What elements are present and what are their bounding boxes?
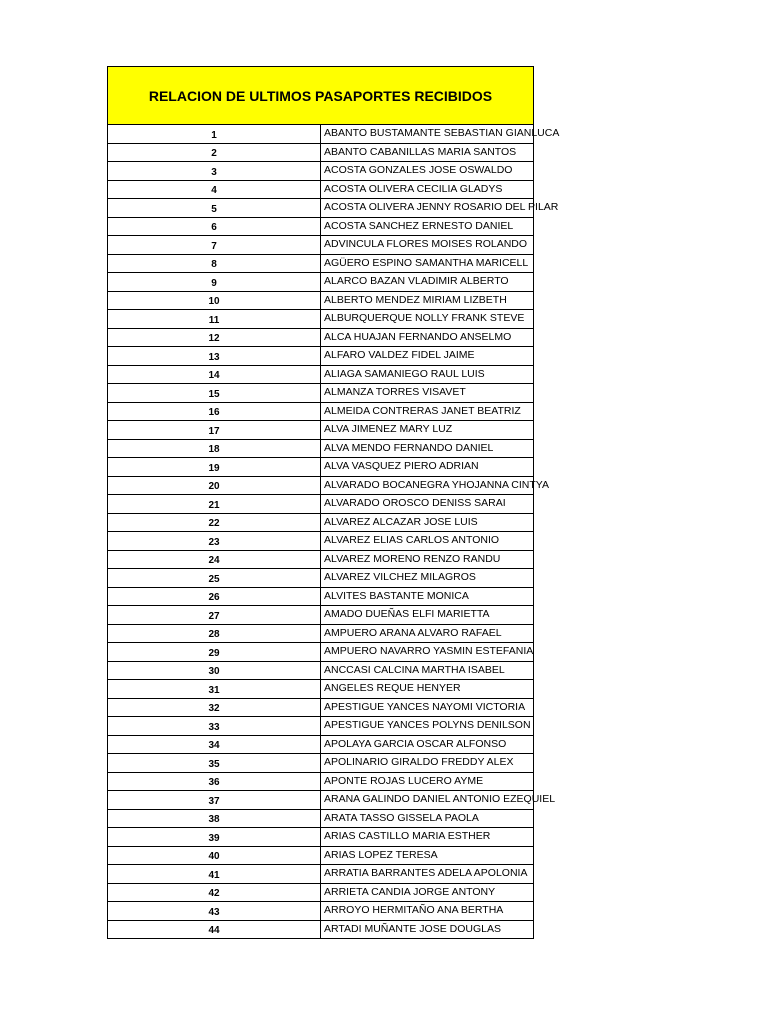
- table-row: [108, 495, 534, 514]
- table-row: [108, 569, 534, 588]
- page-title: RELACION DE ULTIMOS PASAPORTES RECIBIDOS: [108, 67, 534, 125]
- row-number: 15: [108, 384, 321, 403]
- table-row: [108, 735, 534, 754]
- table-row: [108, 772, 534, 791]
- passport-holder-name: ALVAREZ ELIAS CARLOS ANTONIO: [321, 532, 534, 551]
- table-row: [108, 698, 534, 717]
- table-row: [108, 328, 534, 347]
- passport-holder-name: ACOSTA SANCHEZ ERNESTO DANIEL: [321, 217, 534, 236]
- row-number: 42: [108, 883, 321, 902]
- passport-holder-name: ARATA TASSO GISSELA PAOLA: [321, 809, 534, 828]
- table-row: [108, 532, 534, 551]
- passport-holder-name: ANCCASI CALCINA MARTHA ISABEL: [321, 661, 534, 680]
- passport-holder-name: AMADO DUEÑAS ELFI MARIETTA: [321, 606, 534, 625]
- passport-holder-name: ARIAS CASTILLO MARIA ESTHER: [321, 828, 534, 847]
- row-number: 16: [108, 402, 321, 421]
- row-number: 11: [108, 310, 321, 329]
- passport-holder-name: ALVAREZ ALCAZAR JOSE LUIS: [321, 513, 534, 532]
- passport-holder-name: ARRIETA CANDIA JORGE ANTONY: [321, 883, 534, 902]
- passport-holder-name: ALIAGA SAMANIEGO RAUL LUIS: [321, 365, 534, 384]
- table-row: [108, 643, 534, 662]
- table-row: [108, 809, 534, 828]
- passport-holder-name: ANGELES REQUE HENYER: [321, 680, 534, 699]
- table-row: [108, 661, 534, 680]
- table-row: [108, 125, 534, 144]
- table-row: [108, 458, 534, 477]
- table-row: [108, 143, 534, 162]
- table-row: [108, 439, 534, 458]
- passport-holder-name: ALVARADO OROSCO DENISS SARAI: [321, 495, 534, 514]
- passport-holder-name: AGÜERO ESPINO SAMANTHA MARICELL: [321, 254, 534, 273]
- passport-holder-name: ABANTO BUSTAMANTE SEBASTIAN GIANLUCA: [321, 125, 534, 144]
- passport-holder-name: ALMANZA TORRES VISAVET: [321, 384, 534, 403]
- passport-holder-name: AMPUERO NAVARRO YASMIN ESTEFANIA: [321, 643, 534, 662]
- row-number: 40: [108, 846, 321, 865]
- passport-holder-name: APESTIGUE YANCES POLYNS DENILSON: [321, 717, 534, 736]
- passport-holder-name: ALFARO VALDEZ FIDEL JAIME: [321, 347, 534, 366]
- table-row: [108, 273, 534, 292]
- row-number: 20: [108, 476, 321, 495]
- table-row: [108, 717, 534, 736]
- row-number: 43: [108, 902, 321, 921]
- row-number: 32: [108, 698, 321, 717]
- table-row: [108, 550, 534, 569]
- passport-holder-name: ALVITES BASTANTE MONICA: [321, 587, 534, 606]
- row-number: 1: [108, 125, 321, 144]
- passport-holder-name: ALARCO BAZAN VLADIMIR ALBERTO: [321, 273, 534, 292]
- table-row: [108, 347, 534, 366]
- passport-holder-name: ALCA HUAJAN FERNANDO ANSELMO: [321, 328, 534, 347]
- table-row: [108, 920, 534, 939]
- passport-holder-name: ARROYO HERMITAÑO ANA BERTHA: [321, 902, 534, 921]
- row-number: 39: [108, 828, 321, 847]
- row-number: 36: [108, 772, 321, 791]
- row-number: 22: [108, 513, 321, 532]
- row-number: 2: [108, 143, 321, 162]
- row-number: 23: [108, 532, 321, 551]
- table-row: [108, 902, 534, 921]
- row-number: 13: [108, 347, 321, 366]
- passport-holder-name: APOLAYA GARCIA OSCAR ALFONSO: [321, 735, 534, 754]
- passport-holder-name: ALVARADO BOCANEGRA YHOJANNA CINTYA: [321, 476, 534, 495]
- row-number: 4: [108, 180, 321, 199]
- table-row: [108, 421, 534, 440]
- table-row: [108, 587, 534, 606]
- passport-holder-name: ALVA MENDO FERNANDO DANIEL: [321, 439, 534, 458]
- passport-holder-name: ALVA VASQUEZ PIERO ADRIAN: [321, 458, 534, 477]
- row-number: 10: [108, 291, 321, 310]
- passport-holder-name: ALMEIDA CONTRERAS JANET BEATRIZ: [321, 402, 534, 421]
- table-row: [108, 883, 534, 902]
- table-row: [108, 513, 534, 532]
- row-number: 7: [108, 236, 321, 255]
- table-row: [108, 365, 534, 384]
- table-row: [108, 865, 534, 884]
- row-number: 12: [108, 328, 321, 347]
- passport-holder-name: ALVA JIMENEZ MARY LUZ: [321, 421, 534, 440]
- passport-holder-name: ARANA GALINDO DANIEL ANTONIO EZEQUIEL: [321, 791, 534, 810]
- table-row: [108, 254, 534, 273]
- passport-list-table: [107, 66, 560, 939]
- passport-holder-name: AMPUERO ARANA ALVARO RAFAEL: [321, 624, 534, 643]
- row-number: 34: [108, 735, 321, 754]
- table-row: [108, 236, 534, 255]
- passport-holder-name: ACOSTA OLIVERA JENNY ROSARIO DEL PILAR: [321, 199, 534, 218]
- table-row: [108, 846, 534, 865]
- table-row: [108, 199, 534, 218]
- passport-holder-name: ALVAREZ MORENO RENZO RANDU: [321, 550, 534, 569]
- row-number: 3: [108, 162, 321, 181]
- row-number: 6: [108, 217, 321, 236]
- passport-holder-name: ACOSTA GONZALES JOSE OSWALDO: [321, 162, 534, 181]
- row-number: 18: [108, 439, 321, 458]
- row-number: 21: [108, 495, 321, 514]
- table-row: [108, 310, 534, 329]
- table-row: [108, 680, 534, 699]
- row-number: 29: [108, 643, 321, 662]
- table-row: [108, 217, 534, 236]
- row-number: 25: [108, 569, 321, 588]
- table-row: [108, 180, 534, 199]
- passport-holder-name: ALVAREZ VILCHEZ MILAGROS: [321, 569, 534, 588]
- passport-holder-name: ARRATIA BARRANTES ADELA APOLONIA: [321, 865, 534, 884]
- row-number: 37: [108, 791, 321, 810]
- passport-holder-name: APONTE ROJAS LUCERO AYME: [321, 772, 534, 791]
- table-row: [108, 402, 534, 421]
- table-row: [108, 476, 534, 495]
- table-row: [108, 754, 534, 773]
- row-number: 33: [108, 717, 321, 736]
- row-number: 44: [108, 920, 321, 939]
- row-number: 35: [108, 754, 321, 773]
- row-number: 14: [108, 365, 321, 384]
- passport-holder-name: ABANTO CABANILLAS MARIA SANTOS: [321, 143, 534, 162]
- passport-holder-name: ALBERTO MENDEZ MIRIAM LIZBETH: [321, 291, 534, 310]
- passport-holder-name: APOLINARIO GIRALDO FREDDY ALEX: [321, 754, 534, 773]
- passport-holder-name: ALBURQUERQUE NOLLY FRANK STEVE: [321, 310, 534, 329]
- passport-list-body: [108, 67, 560, 939]
- row-number: 9: [108, 273, 321, 292]
- passport-holder-name: ACOSTA OLIVERA CECILIA GLADYS: [321, 180, 534, 199]
- passport-holder-name: ARIAS LOPEZ TERESA: [321, 846, 534, 865]
- passport-holder-name: ADVINCULA FLORES MOISES ROLANDO: [321, 236, 534, 255]
- title-row: [108, 67, 534, 125]
- table-row: [108, 828, 534, 847]
- passport-holder-name: APESTIGUE YANCES NAYOMI VICTORIA: [321, 698, 534, 717]
- row-number: 19: [108, 458, 321, 477]
- row-number: 24: [108, 550, 321, 569]
- row-number: 31: [108, 680, 321, 699]
- row-number: 38: [108, 809, 321, 828]
- table-row: [108, 624, 534, 643]
- row-number: 8: [108, 254, 321, 273]
- table-row: [108, 606, 534, 625]
- row-number: 30: [108, 661, 321, 680]
- table-row: [108, 384, 534, 403]
- row-number: 27: [108, 606, 321, 625]
- table-row: [108, 791, 534, 810]
- row-number: 5: [108, 199, 321, 218]
- row-number: 28: [108, 624, 321, 643]
- row-number: 41: [108, 865, 321, 884]
- passport-holder-name: ARTADI MUÑANTE JOSE DOUGLAS: [321, 920, 534, 939]
- table-row: [108, 291, 534, 310]
- table-row: [108, 162, 534, 181]
- row-number: 26: [108, 587, 321, 606]
- row-number: 17: [108, 421, 321, 440]
